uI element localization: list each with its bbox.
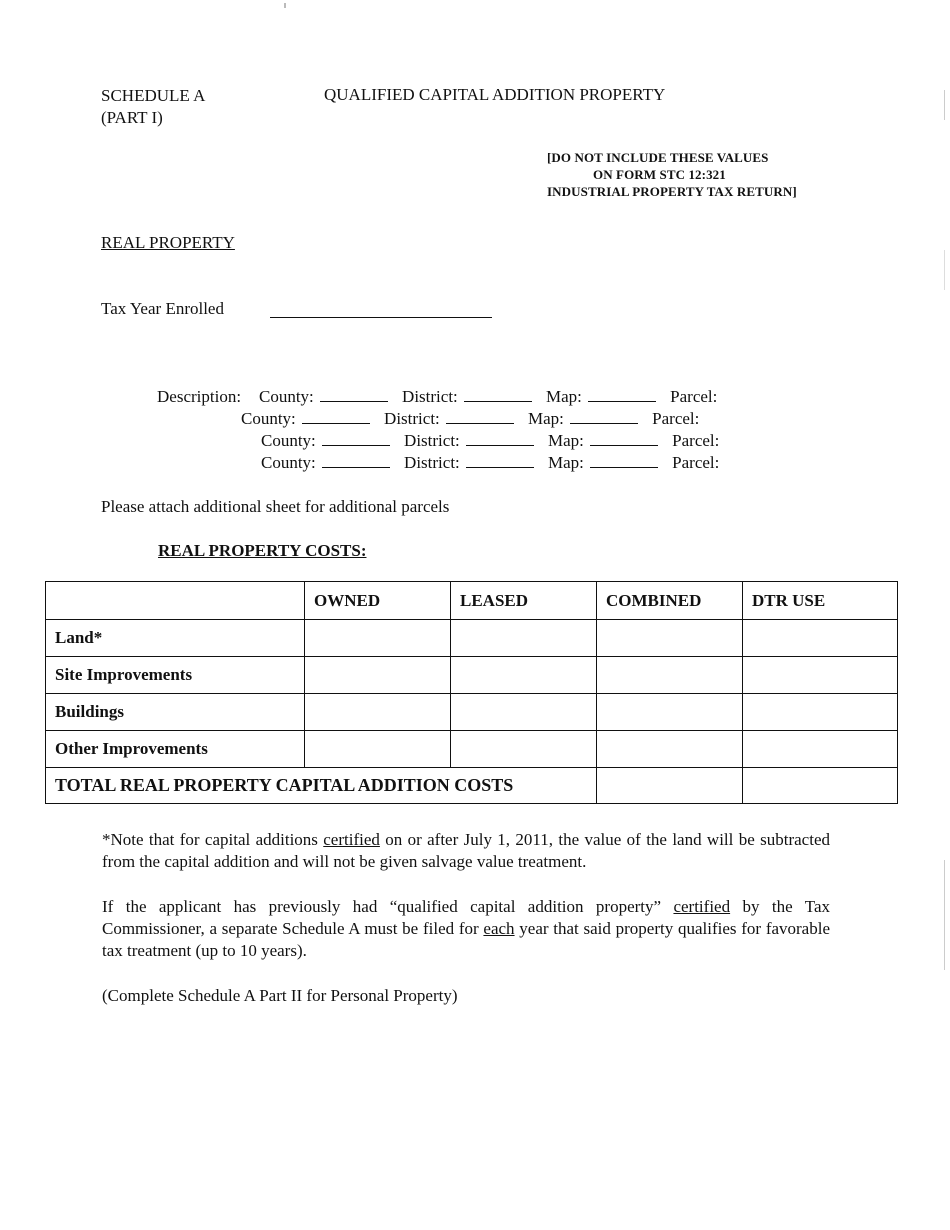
leased-cell[interactable] <box>451 657 597 694</box>
leased-cell[interactable] <box>451 731 597 768</box>
land-note-post: on or after July 1, 2011, the value of the land will be subtracted from the capital addition and will not be given salvage value treatment. <box>102 830 830 871</box>
description-row <box>261 452 719 474</box>
scan-speck <box>944 860 945 970</box>
column-header <box>46 582 305 620</box>
county-field[interactable] <box>302 409 370 424</box>
part-label: (PART I) <box>101 108 163 127</box>
column-header-dtr-use: DTR USE <box>743 582 898 620</box>
costs-heading: REAL PROPERTY COSTS: <box>158 541 367 560</box>
land-note <box>102 829 830 873</box>
map-label: Map: <box>548 453 584 472</box>
column-header-leased: LEASED <box>451 582 597 620</box>
scan-speck <box>944 90 945 120</box>
owned-cell[interactable] <box>305 657 451 694</box>
row-label: Other Improvements <box>46 731 305 768</box>
district-label: District: <box>384 409 440 428</box>
table-row <box>46 657 898 694</box>
row-label: Site Improvements <box>46 657 305 694</box>
land-note-certified: certified <box>323 830 380 849</box>
total-row <box>46 768 898 804</box>
owned-cell[interactable] <box>305 620 451 657</box>
map-field[interactable] <box>588 387 656 402</box>
map-label: Map: <box>528 409 564 428</box>
map-field[interactable] <box>590 431 658 446</box>
combined-cell[interactable] <box>597 657 743 694</box>
map-label: Map: <box>546 387 582 406</box>
column-header-combined: COMBINED <box>597 582 743 620</box>
land-note-pre: *Note that for capital additions <box>102 830 324 849</box>
column-header-owned: OWNED <box>305 582 451 620</box>
county-label: County: <box>261 431 316 450</box>
prior-note-mid: by the Tax Commissioner, a separate Schedule A must be filed for <box>102 897 830 938</box>
notice-block <box>547 149 847 200</box>
parcel-label: Parcel: <box>672 453 720 472</box>
leased-cell[interactable] <box>451 620 597 657</box>
costs-table <box>45 581 898 804</box>
county-field[interactable] <box>322 453 390 468</box>
owned-cell[interactable] <box>305 731 451 768</box>
prior-note-pre: If the applicant has previously had “qualified capital addition property” <box>102 897 674 916</box>
table-header-row <box>46 582 898 620</box>
district-field[interactable] <box>466 453 534 468</box>
part-two-note: (Complete Schedule A Part II for Personal Property) <box>102 986 458 1005</box>
notice-line-1: [DO NOT INCLUDE THESE VALUES <box>547 150 769 165</box>
dtr-cell[interactable] <box>743 694 898 731</box>
combined-cell[interactable] <box>597 731 743 768</box>
parcel-label: Parcel: <box>670 387 718 406</box>
owned-cell[interactable] <box>305 694 451 731</box>
real-property-heading: REAL PROPERTY <box>101 233 235 252</box>
notice-line-2: ON FORM STC 12:321 <box>593 167 726 182</box>
attach-note: Please attach additional sheet for additional parcels <box>101 497 450 516</box>
district-label: District: <box>404 431 460 450</box>
parcel-label: Parcel: <box>672 431 720 450</box>
county-field[interactable] <box>320 387 388 402</box>
combined-cell[interactable] <box>597 620 743 657</box>
dtr-cell[interactable] <box>743 620 898 657</box>
total-label: TOTAL REAL PROPERTY CAPITAL ADDITION COSTS <box>46 768 597 804</box>
dtr-cell[interactable] <box>743 657 898 694</box>
combined-cell[interactable] <box>597 694 743 731</box>
prior-note-post: year that said property qualifies for favorable tax treatment (up to 10 years). <box>102 919 830 960</box>
county-label: County: <box>261 453 316 472</box>
description-row <box>241 408 699 430</box>
district-label: District: <box>402 387 458 406</box>
prior-note-certified: certified <box>673 897 731 916</box>
table-row <box>46 731 898 768</box>
description-row <box>261 430 719 452</box>
tax-year-field[interactable] <box>270 301 492 318</box>
notice-line-3: INDUSTRIAL PROPERTY TAX RETURN] <box>547 184 797 199</box>
county-label: County: <box>259 387 314 406</box>
description-row <box>259 386 717 408</box>
total-dtr-cell[interactable] <box>743 768 898 804</box>
map-label: Map: <box>548 431 584 450</box>
tax-year-label: Tax Year Enrolled <box>101 299 224 318</box>
table-row <box>46 694 898 731</box>
row-label: Land* <box>46 620 305 657</box>
description-label: Description: <box>157 387 242 406</box>
schedule-label: SCHEDULE A <box>101 86 206 105</box>
scan-speck <box>284 3 286 8</box>
county-field[interactable] <box>322 431 390 446</box>
district-label: District: <box>404 453 460 472</box>
scan-speck <box>944 250 945 290</box>
table-row <box>46 620 898 657</box>
row-label: Buildings <box>46 694 305 731</box>
total-combined-cell[interactable] <box>597 768 743 804</box>
page-title: QUALIFIED CAPITAL ADDITION PROPERTY <box>324 85 666 104</box>
leased-cell[interactable] <box>451 694 597 731</box>
district-field[interactable] <box>446 409 514 424</box>
map-field[interactable] <box>570 409 638 424</box>
prior-certification-note <box>102 896 830 962</box>
dtr-cell[interactable] <box>743 731 898 768</box>
district-field[interactable] <box>464 387 532 402</box>
county-label: County: <box>241 409 296 428</box>
prior-note-each: each <box>483 919 515 938</box>
parcel-label: Parcel: <box>652 409 700 428</box>
district-field[interactable] <box>466 431 534 446</box>
map-field[interactable] <box>590 453 658 468</box>
